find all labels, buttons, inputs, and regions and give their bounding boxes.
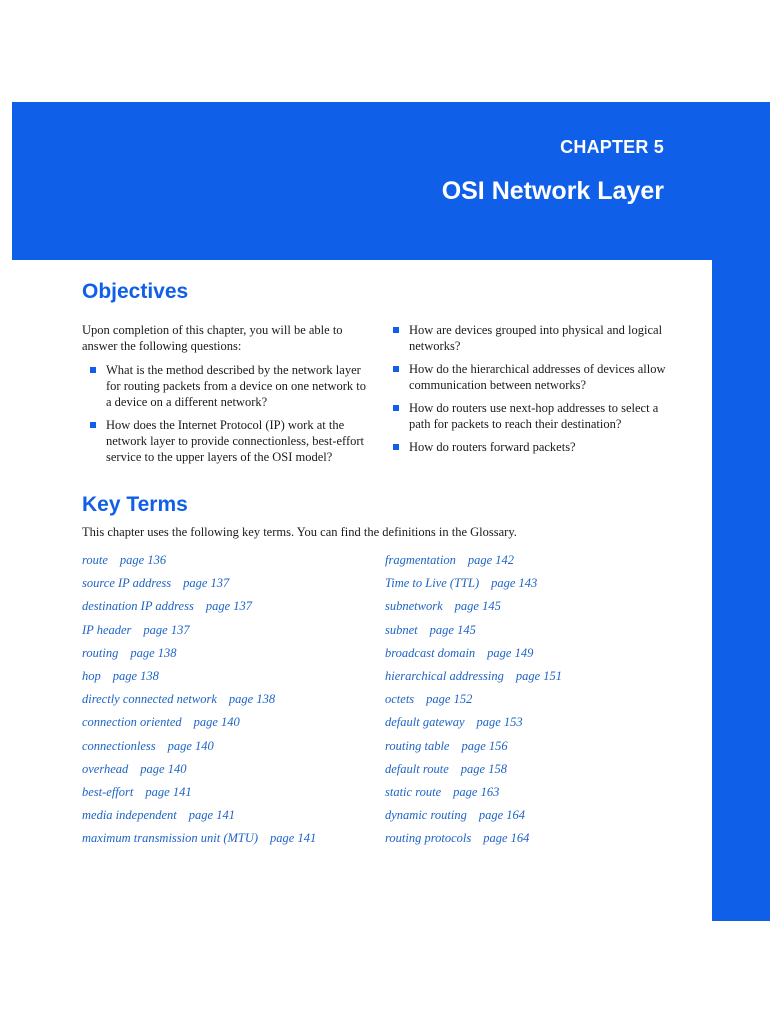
key-term-text[interactable]: routing table xyxy=(385,738,450,753)
key-term-text[interactable]: routing xyxy=(82,645,119,660)
page-edge-bar xyxy=(712,260,770,921)
key-term-page[interactable]: page 153 xyxy=(476,715,523,730)
key-term-text[interactable]: connection oriented xyxy=(82,715,182,730)
key-term-entry[interactable] xyxy=(82,599,316,622)
objective-item xyxy=(393,439,678,455)
bullet-square-icon xyxy=(393,444,399,450)
key-term-text[interactable]: best-effort xyxy=(82,784,134,799)
chapter-label: CHAPTER 5 xyxy=(560,137,664,157)
key-term-text[interactable]: hierarchical addressing xyxy=(385,668,504,683)
key-term-page[interactable]: page 149 xyxy=(487,645,534,660)
key-term-entry[interactable] xyxy=(82,646,316,669)
key-term-entry[interactable] xyxy=(385,831,562,854)
objective-text: How are devices grouped into physical and logical networks? xyxy=(409,323,663,353)
key-term-text[interactable]: overhead xyxy=(82,761,129,776)
key-term-entry[interactable] xyxy=(82,669,316,692)
key-term-text[interactable]: maximum transmission unit (MTU) xyxy=(82,831,259,846)
key-term-page[interactable]: page 156 xyxy=(461,738,508,753)
key-term-entry[interactable] xyxy=(385,785,562,808)
key-term-page[interactable]: page 141 xyxy=(270,831,317,846)
bullet-square-icon xyxy=(393,366,399,372)
key-term-text[interactable]: subnetwork xyxy=(385,599,443,614)
key-term-entry[interactable] xyxy=(82,739,316,762)
key-term-entry[interactable] xyxy=(82,692,316,715)
key-term-page[interactable]: page 164 xyxy=(478,808,526,823)
key-term-text[interactable]: static route xyxy=(385,784,442,799)
key-term-page[interactable]: page 140 xyxy=(193,715,240,730)
key-term-page[interactable]: page 138 xyxy=(130,645,177,660)
key-term-text[interactable]: dynamic routing xyxy=(385,808,467,823)
key-term-text[interactable]: default gateway xyxy=(385,715,465,730)
key-term-page[interactable]: page 137 xyxy=(183,576,230,591)
bullet-square-icon xyxy=(90,367,96,373)
key-term-page[interactable]: page 151 xyxy=(515,668,563,683)
key-term-entry[interactable] xyxy=(82,762,316,785)
key-term-page[interactable]: page 163 xyxy=(453,784,500,799)
key-term-entry[interactable] xyxy=(82,553,316,576)
key-term-entry[interactable] xyxy=(385,599,562,622)
objective-text: How do the hierarchical addresses of devices allow communication between networks? xyxy=(409,362,666,392)
bullet-square-icon xyxy=(90,422,96,428)
key-term-page[interactable]: page 142 xyxy=(467,553,515,567)
key-term-text[interactable]: routing protocols xyxy=(385,831,472,846)
objective-item xyxy=(393,322,678,354)
key-terms-column-left xyxy=(82,553,316,854)
key-terms-intro: This chapter uses the following key terms. You can find the definitions in the Glossary. xyxy=(82,525,517,539)
key-term-page[interactable]: page 158 xyxy=(460,761,507,776)
key-term-text[interactable]: route xyxy=(82,553,108,567)
key-term-page[interactable]: page 137 xyxy=(143,622,190,637)
key-term-text[interactable]: directly connected network xyxy=(82,692,217,707)
key-term-page[interactable]: page 140 xyxy=(140,761,187,776)
objective-item xyxy=(393,361,678,393)
key-term-entry[interactable] xyxy=(82,831,316,854)
key-term-entry[interactable] xyxy=(385,646,562,669)
objective-text: How do routers use next-hop addresses to select a path for packets to reach their destination? xyxy=(409,401,659,431)
key-term-page[interactable]: page 138 xyxy=(228,692,276,707)
bullet-square-icon xyxy=(393,327,399,333)
key-terms-heading: Key Terms xyxy=(82,493,188,516)
key-term-entry[interactable] xyxy=(385,715,562,738)
key-term-page[interactable]: page 141 xyxy=(145,784,192,799)
key-term-page[interactable]: page 141 xyxy=(188,808,235,823)
key-term-entry[interactable] xyxy=(82,785,316,808)
key-term-entry[interactable] xyxy=(82,715,316,738)
key-term-entry[interactable] xyxy=(385,739,562,762)
key-term-page[interactable]: page 145 xyxy=(429,622,476,637)
key-term-entry[interactable] xyxy=(82,808,316,831)
key-term-page[interactable]: page 140 xyxy=(167,738,214,753)
key-term-entry[interactable] xyxy=(385,576,562,599)
key-term-entry[interactable] xyxy=(385,553,562,576)
key-term-entry[interactable] xyxy=(82,576,316,599)
objectives-list-left xyxy=(90,362,370,472)
key-term-text[interactable]: IP header xyxy=(82,622,132,637)
key-term-entry[interactable] xyxy=(385,808,562,831)
key-term-text[interactable]: connectionless xyxy=(82,738,156,753)
key-terms-column-right xyxy=(385,553,562,854)
key-term-text[interactable]: octets xyxy=(385,692,415,707)
key-term-entry[interactable] xyxy=(385,623,562,646)
key-term-page[interactable]: page 138 xyxy=(112,668,159,683)
key-term-entry[interactable] xyxy=(82,623,316,646)
key-term-text[interactable]: fragmentation xyxy=(385,553,456,567)
objective-text: How does the Internet Protocol (IP) work at the network layer to provide connectionless, best-effort service to the upper layers of the OSI model? xyxy=(106,418,365,464)
key-term-page[interactable]: page 137 xyxy=(205,599,252,614)
key-term-text[interactable]: broadcast domain xyxy=(385,645,476,660)
key-term-text[interactable]: hop xyxy=(82,668,101,683)
key-term-page[interactable]: page 145 xyxy=(454,599,501,614)
key-term-text[interactable]: destination IP address xyxy=(82,599,194,614)
key-term-page[interactable]: page 143 xyxy=(491,576,538,591)
key-term-entry[interactable] xyxy=(385,692,562,715)
objectives-heading: Objectives xyxy=(82,280,189,303)
key-term-entry[interactable] xyxy=(385,762,562,785)
objective-item xyxy=(90,417,370,465)
objective-text: How do routers forward packets? xyxy=(409,440,576,454)
key-term-text[interactable]: default route xyxy=(385,761,449,776)
key-term-page[interactable]: page 136 xyxy=(119,553,167,567)
objectives-intro: Upon completion of this chapter, you will be able to answer the following questions: xyxy=(82,323,343,353)
key-term-text[interactable]: media independent xyxy=(82,808,177,823)
key-term-page[interactable]: page 164 xyxy=(483,831,530,846)
key-term-text[interactable]: Time to Live (TTL) xyxy=(385,576,480,591)
objective-item xyxy=(393,400,678,432)
key-term-text[interactable]: source IP address xyxy=(82,576,172,591)
objectives-list-right xyxy=(393,322,678,462)
chapter-title: OSI Network Layer xyxy=(441,177,664,205)
bullet-square-icon xyxy=(393,405,399,411)
objective-item xyxy=(90,362,370,410)
objective-text: What is the method described by the network layer for routing packets from a device on one network to a device on a different network? xyxy=(106,363,366,409)
key-term-entry[interactable] xyxy=(385,669,562,692)
key-term-text[interactable]: subnet xyxy=(385,622,418,637)
key-term-page[interactable]: page 152 xyxy=(426,692,473,707)
